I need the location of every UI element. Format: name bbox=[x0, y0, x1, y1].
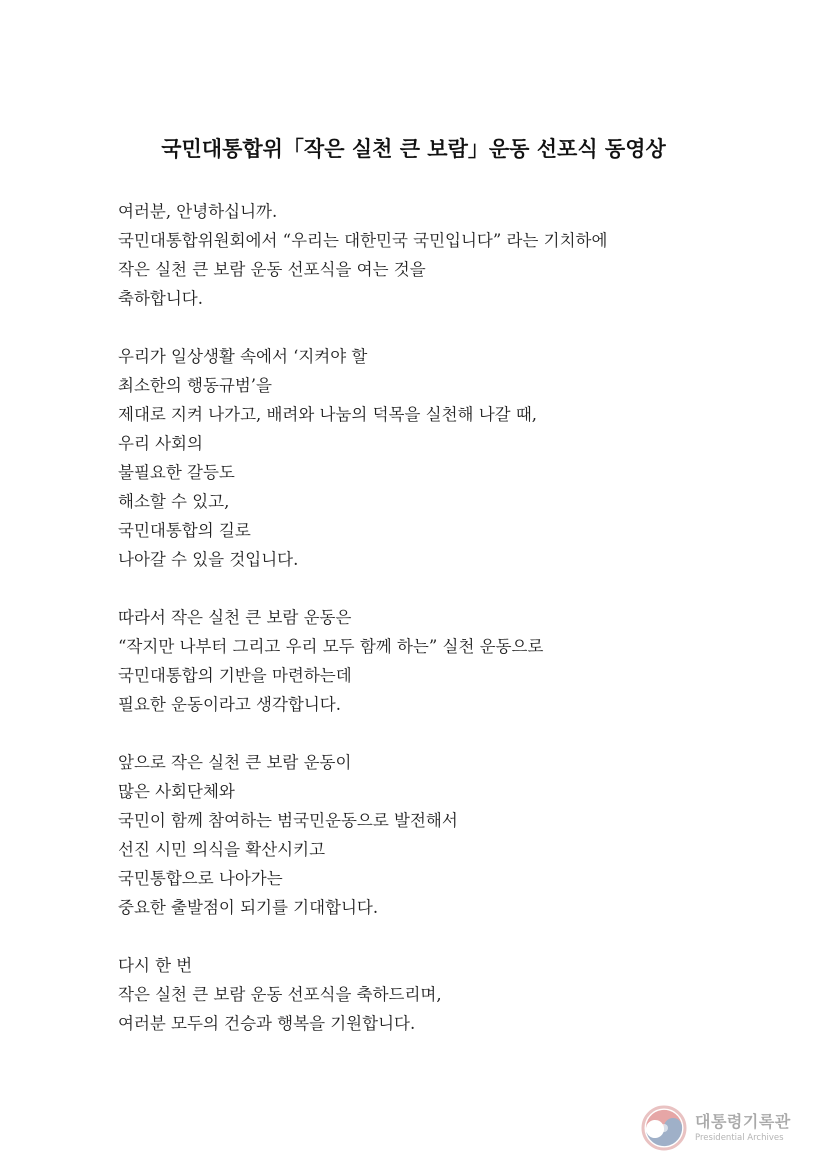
text-line: “작지만 나부터 그리고 우리 모두 함께 하는” 실천 운동으로 bbox=[118, 637, 544, 656]
text-line: 많은 사회단체와 bbox=[118, 782, 235, 801]
text-line: 다시 한 번 bbox=[118, 956, 193, 975]
text-line: 국민대통합의 기반을 마련하는데 bbox=[118, 666, 352, 685]
text-line: 작은 실천 큰 보람 운동 선포식을 축하드리며, bbox=[118, 985, 442, 1004]
text-line: 우리 사회의 bbox=[118, 434, 203, 453]
paragraph-closing bbox=[118, 951, 758, 1038]
text-line: 국민통합으로 나아가는 bbox=[118, 869, 283, 888]
text-line: 나아갈 수 있을 것입니다. bbox=[118, 550, 299, 569]
text-line: 따라서 작은 실천 큰 보람 운동은 bbox=[118, 608, 352, 627]
text-line: 여러분, 안녕하십니까. bbox=[118, 202, 278, 221]
text-line: 앞으로 작은 실천 큰 보람 운동이 bbox=[118, 753, 352, 772]
text-line: 선진 시민 의식을 확산시키고 bbox=[118, 840, 326, 859]
text-line: 불필요한 갈등도 bbox=[118, 463, 235, 482]
presidential-archives-logo bbox=[641, 1104, 811, 1152]
text-line: 제대로 지켜 나가고, 배려와 나눔의 덕목을 실천해 나갈 때, bbox=[118, 405, 538, 424]
text-line: 우리가 일상생활 속에서 ‘지켜야 할 bbox=[118, 347, 368, 366]
logo-korean-text: 대통령기록관 bbox=[695, 1112, 791, 1131]
taegeuk-emblem-icon bbox=[641, 1105, 687, 1151]
text-line: 해소할 수 있고, bbox=[118, 492, 230, 511]
text-line: 여러분 모두의 건승과 행복을 기원합니다. bbox=[118, 1014, 416, 1033]
text-line: 국민대통합위원회에서 “우리는 대한민국 국민입니다” 라는 기치하에 bbox=[118, 231, 608, 250]
page-title: 국민대통합위「작은 실천 큰 보람」운동 선포식 동영상 bbox=[161, 137, 666, 161]
text-line: 필요한 운동이라고 생각합니다. bbox=[118, 695, 341, 714]
text-line: 중요한 출발점이 되기를 기대합니다. bbox=[118, 898, 379, 917]
paragraph-future bbox=[118, 748, 758, 922]
text-line: 축하합니다. bbox=[118, 289, 203, 308]
paragraph-greeting bbox=[118, 197, 758, 313]
paragraph-movement bbox=[118, 603, 758, 719]
text-line: 작은 실천 큰 보람 운동 선포식을 여는 것을 bbox=[118, 260, 426, 279]
text-line: 국민대통합의 길로 bbox=[118, 521, 251, 540]
paragraph-norms bbox=[118, 342, 758, 574]
logo-english-text: Presidential Archives bbox=[695, 1133, 784, 1143]
text-line: 최소한의 행동규범’을 bbox=[118, 376, 272, 395]
speech-body bbox=[118, 197, 758, 1067]
text-line: 국민이 함께 참여하는 범국민운동으로 발전해서 bbox=[118, 811, 458, 830]
